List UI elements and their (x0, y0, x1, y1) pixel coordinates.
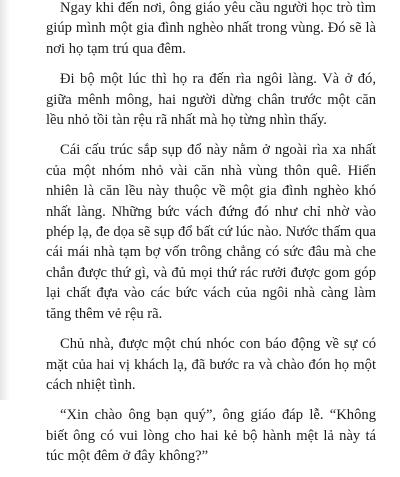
page-gutter-shadow (0, 0, 10, 400)
paragraph-5: “Xin chào ông bạn quý”, ông giáo đáp lễ. “Không biết ông có vui lòng cho hai kẻ bộ hành mệt lả này tá túc một đêm ở đây không?” (46, 407, 376, 465)
paragraph-2: Đi bộ một lúc thì họ ra đến rìa ngôi làng. Và ở đó, giữa mênh mông, hai người dừng chân trước một căn lều nhỏ tồi tàn rệu rã nhất mà họ từng nhìn thấy. (46, 71, 376, 129)
paragraph-4: Chủ nhà, được một chú nhóc con báo động về sự có mặt của hai vị khách lạ, đã bước ra và chào đón họ một cách nhiệt tình. (46, 336, 376, 393)
paragraph-3: Cái cấu trúc sắp sụp đổ này nằm ở ngoài rìa xa nhất của một nhóm nhỏ vài căn nhà vùng thôn quê. Hiển nhiên là căn lều này thuộc về một gia đình nghèo khó nhất làng. Những bức vách đứng đó như chỉ nhờ vào phép lạ, đe dọa sẽ sụp đổ bất cứ lúc nào. Nước thấm qua cái mái nhà tạm bợ vốn trông chẳng có sức đâu mà che chắn được thứ gì, và đủ mọi thứ rác rưởi được gom góp lại chất đựa vào các bức vách của ngôi nhà càng làm tăng thêm vẻ rệu rã. (46, 142, 376, 322)
paragraph-1: Ngay khi đến nơi, ông giáo yêu cầu người học trò tìm giúp mình một gia đình nghèo nhất trong vùng. Đó sẽ là nơi họ tạm trú qua đêm. (46, 0, 376, 57)
text-column (46, 0, 376, 477)
